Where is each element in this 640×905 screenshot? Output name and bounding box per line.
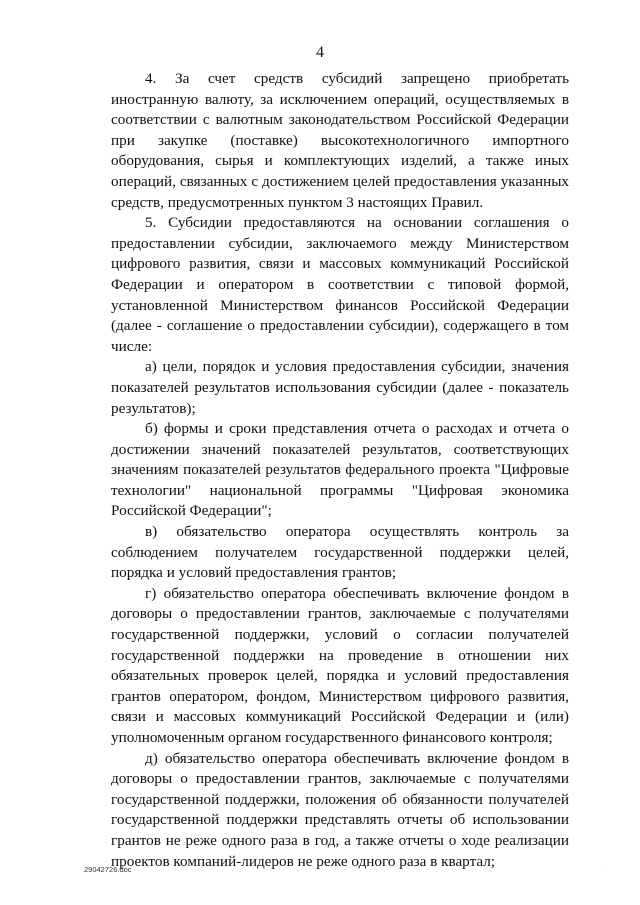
document-code: 29042726.doc	[84, 865, 132, 874]
list-item-d: д) обязательство оператора обеспечивать включение фондом в договоры о предоставлении грантов, заключаемые с получателями государственной поддержки, положения об обязанности получателей государственной поддержки представлять отчеты об использовании грантов не реже одного раза в год, а также отчеты о ходе реализации проектов компаний-лидеров не реже одного раза в квартал;	[111, 749, 569, 870]
list-item-g: г) обязательство оператора обеспечивать включение фондом в договоры о предоставлении грантов, заключаемые с получателями государственной поддержки, условий о согласии получателей государственной поддержки на проведение в отношении них обязательных проверок целей, порядка и условий предоставления грантов оператором, фондом, Министерством цифрового развития, связи и массовых коммуникаций Российской Федерации и (или) уполномоченным органом государственного финансового контроля;	[111, 584, 569, 746]
list-item-b: б) формы и сроки представления отчета о расходах и отчета о достижении значений показателей результатов, соответствующих значениям показателей результатов федерального проекта "Цифровые технологии" национальной программы "Цифровая экономика Российской Федерации";	[111, 420, 569, 520]
page-number: 4	[316, 44, 324, 61]
scan-mark: ·	[600, 867, 602, 873]
paragraph-5: 5. Субсидии предоставляются на основании соглашения о предоставлении субсидии, заключаемого между Министерством цифрового развития, связи и массовых коммуникаций Российской Федерации и оператором в соответствии с типовой формой, установленной Министерством финансов Российской Федерации (далее - соглашение о предоставлении субсидии), содержащего в том числе:	[111, 214, 569, 355]
paragraph-4: 4. За счет средств субсидий запрещено приобретать иностранную валюту, за исключением операций, осуществляемых в соответствии с валютным законодательством Российской Федерации при закупке (поставке) высокотехнологичного импортного оборудования, сырья и комплектующих изделий, а также иных операций, связанных с достижением целей предоставления указанных средств, предусмотренных пунктом 3 настоящих Правил.	[111, 70, 569, 211]
list-item-a: а) цели, порядок и условия предоставления субсидии, значения показателей результатов использования субсидии (далее - показатель результатов);	[111, 358, 569, 417]
document-body	[111, 69, 569, 872]
list-item-v: в) обязательство оператора осуществлять контроль за соблюдением получателем государственной поддержки целей, порядка и условий предоставления грантов;	[111, 523, 569, 582]
